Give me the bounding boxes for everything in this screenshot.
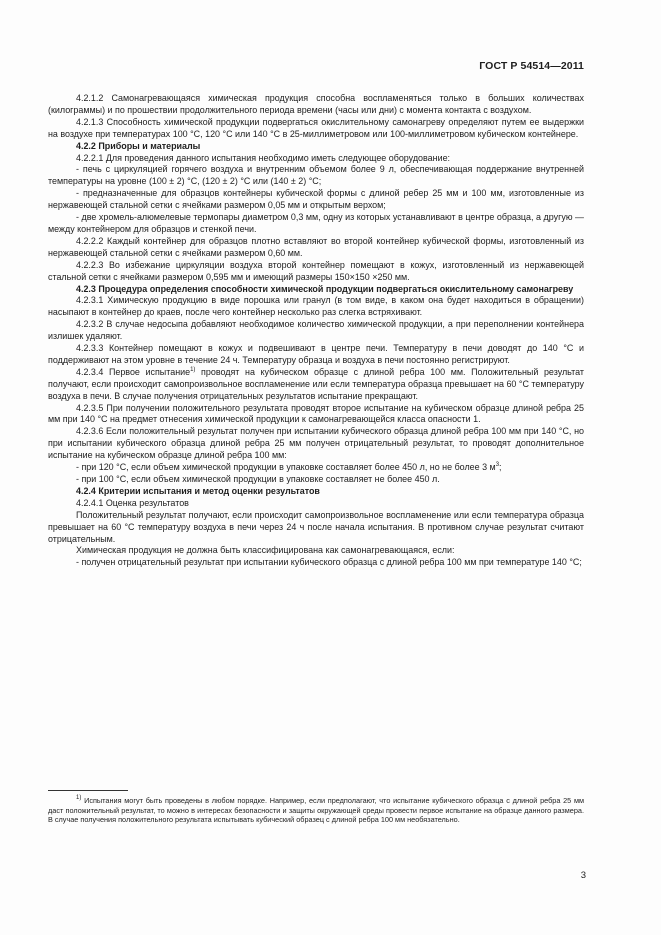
clause-4-2-2-2: 4.2.2.2 Каждый контейнер для образцов плотно вставляют во второй контейнер кубической формы, изготовленный из нержавеющей стальной сетки с ячейками размером 0,60 мм. [48, 235, 584, 258]
footnote-marker: 1) [76, 795, 82, 801]
list-item-100: - при 100 °С, если объем химической продукции в упаковке составляет не более 450 л. [76, 474, 440, 484]
footnote-divider [48, 790, 128, 791]
clause-4-2-3-6: 4.2.3.6 Если положительный результат получен при испытании кубического образца длиной ребра 100 мм при 140 °С, но при испытании кубического образца длиной ребра 25 мм получен отрицательный результат, то проводят дополнительное испытание на кубическом образце длиной ребра 100 мм: [48, 426, 584, 461]
document-body [48, 93, 584, 569]
footnote [48, 796, 584, 825]
clause-4-2-3-4-body: проводят на кубическом образце с длиной ребра 100 мм. Положительный результат получают, если происходит самопроизвольное воспламенение или если температура образца превышает на 60 °С температуру воздуха в печи. В случае получения отрицательных результатов испытание прекращают. [48, 366, 584, 401]
cubic-exponent: 3 [495, 462, 500, 469]
list-item-negative-result: - получен отрицательный результат при испытании кубического образца с длиной ребра 100 мм при температуре 140 °С; [76, 557, 582, 568]
paragraph-positive-result: Положительный результат получают, если происходит самопроизвольное воспламенение или если температура образца превышает на 60 °С температуру воздуха в печи через 24 ч после начала испытания. В противном случае результат считают отрицательным. [48, 509, 584, 544]
clause-4-2-1-2: 4.2.1.2 Самонагревающаяся химическая продукция способна воспламеняться только в больших количествах (килограммы) и по прошествии продолжительного периода времени (часы или дни) с момента контакта с воздухом. [48, 93, 584, 115]
paragraph-classification: Химическая продукция не должна быть классифицирована как самонагревающаяся, если: [76, 545, 455, 556]
section-heading-4-2-4: 4.2.4 Критерии испытания и метод оценки результатов [76, 485, 320, 496]
clause-4-2-4-1: 4.2.4.1 Оценка результатов [76, 497, 189, 508]
clause-4-2-1-3: 4.2.1.3 Способность химической продукции подвергаться окислительному самонагреву определяют путем ее выдержки на воздухе при температурах 100 °С, 120 °С или 140 °С в 25-миллиметровом или 100-миллиметровом кубическом контейнере. [48, 116, 584, 139]
list-item-120-end: ; [499, 462, 502, 473]
clause-4-2-3-4 [48, 367, 584, 403]
list-item-120 [48, 462, 584, 474]
page-number: 3 [580, 870, 586, 881]
footnote-text [48, 796, 584, 825]
document-header: ГОСТ Р 54514—2011 [479, 60, 584, 72]
clause-4-2-3-4-lead: 4.2.3.4 Первое испытание [76, 366, 191, 377]
list-item-oven: - печь с циркуляцией горячего воздуха и внутренним объемом более 9 л, обеспечивающая поддержание внутренней температуры на уровне (100 ± 2) °С, (120 ± 2) °С или (140 ± 2) °С; [48, 164, 584, 187]
clause-4-2-3-1: 4.2.3.1 Химическую продукцию в виде порошка или гранул (в том виде, в каком она будет находиться в обращении) насыпают в контейнер до краев, после чего контейнер несколько раз слегка встряхивают. [48, 295, 584, 318]
section-heading-4-2-2: 4.2.2 Приборы и материалы [76, 140, 201, 151]
clause-4-2-2-3: 4.2.2.3 Во избежание циркуляции воздуха второй контейнер помещают в кожух, изготовленный из нержавеющей стальной сетки с ячейками размером 0,595 мм и имеющий размеры 150×150 ×250 мм. [48, 259, 584, 282]
clause-4-2-3-3: 4.2.3.3 Контейнер помещают в кожух и подвешивают в центре печи. Температуру в печи доводят до 140 °С и поддерживают на этом уровне в течение 24 ч. Температуру образца и воздуха в печи постоянно регистрируют. [48, 343, 584, 365]
footnote-body: Испытания могут быть проведены в любом порядке. Например, если предполагают, что испытание кубического образца с длиной ребра 25 мм даст положительный результат, то можно в интересах безопасности и защиты окружающей среды провести первое испытание на образце данного размера. В случае получения положительного результата испытывать кубический образец с длиной ребра 100 мм необязательно. [48, 796, 585, 825]
clause-4-2-2-1: 4.2.2.1 Для проведения данного испытания необходимо иметь следующее оборудование: [76, 152, 451, 163]
list-item-containers: - предназначенные для образцов контейнеры кубической формы с длиной ребер 25 мм и 100 мм, изготовленные из нержавеющей стальной сетки с ячейками размером 0,05 мм и открытым верхом; [48, 188, 584, 211]
list-item-thermocouples: - две хромель-алюмелевые термопары диаметром 0,3 мм, одну из которых устанавливают в центре образца, а другую — между контейнером для образцов и стенкой печи. [48, 212, 584, 234]
clause-4-2-3-2: 4.2.3.2 В случае недосыпа добавляют необходимое количество химической продукции, а при переполнении контейнера излишек удаляют. [48, 319, 584, 342]
footnote-reference: 1) [190, 366, 196, 373]
clause-4-2-3-5: 4.2.3.5 При получении положительного результата проводят второе испытание на кубическом образце длиной ребра 25 мм при 140 °С на предмет отнесения химической продукции к самонагревающейся класса опасности 1. [48, 402, 584, 425]
list-item-120-text: - при 120 °С, если объем химической продукции в упаковке составляет более 450 л, но не более 3 м [76, 462, 496, 473]
section-heading-4-2-3: 4.2.3 Процедура определения способности химической продукции подвергаться окислительному самонагреву [76, 283, 574, 294]
